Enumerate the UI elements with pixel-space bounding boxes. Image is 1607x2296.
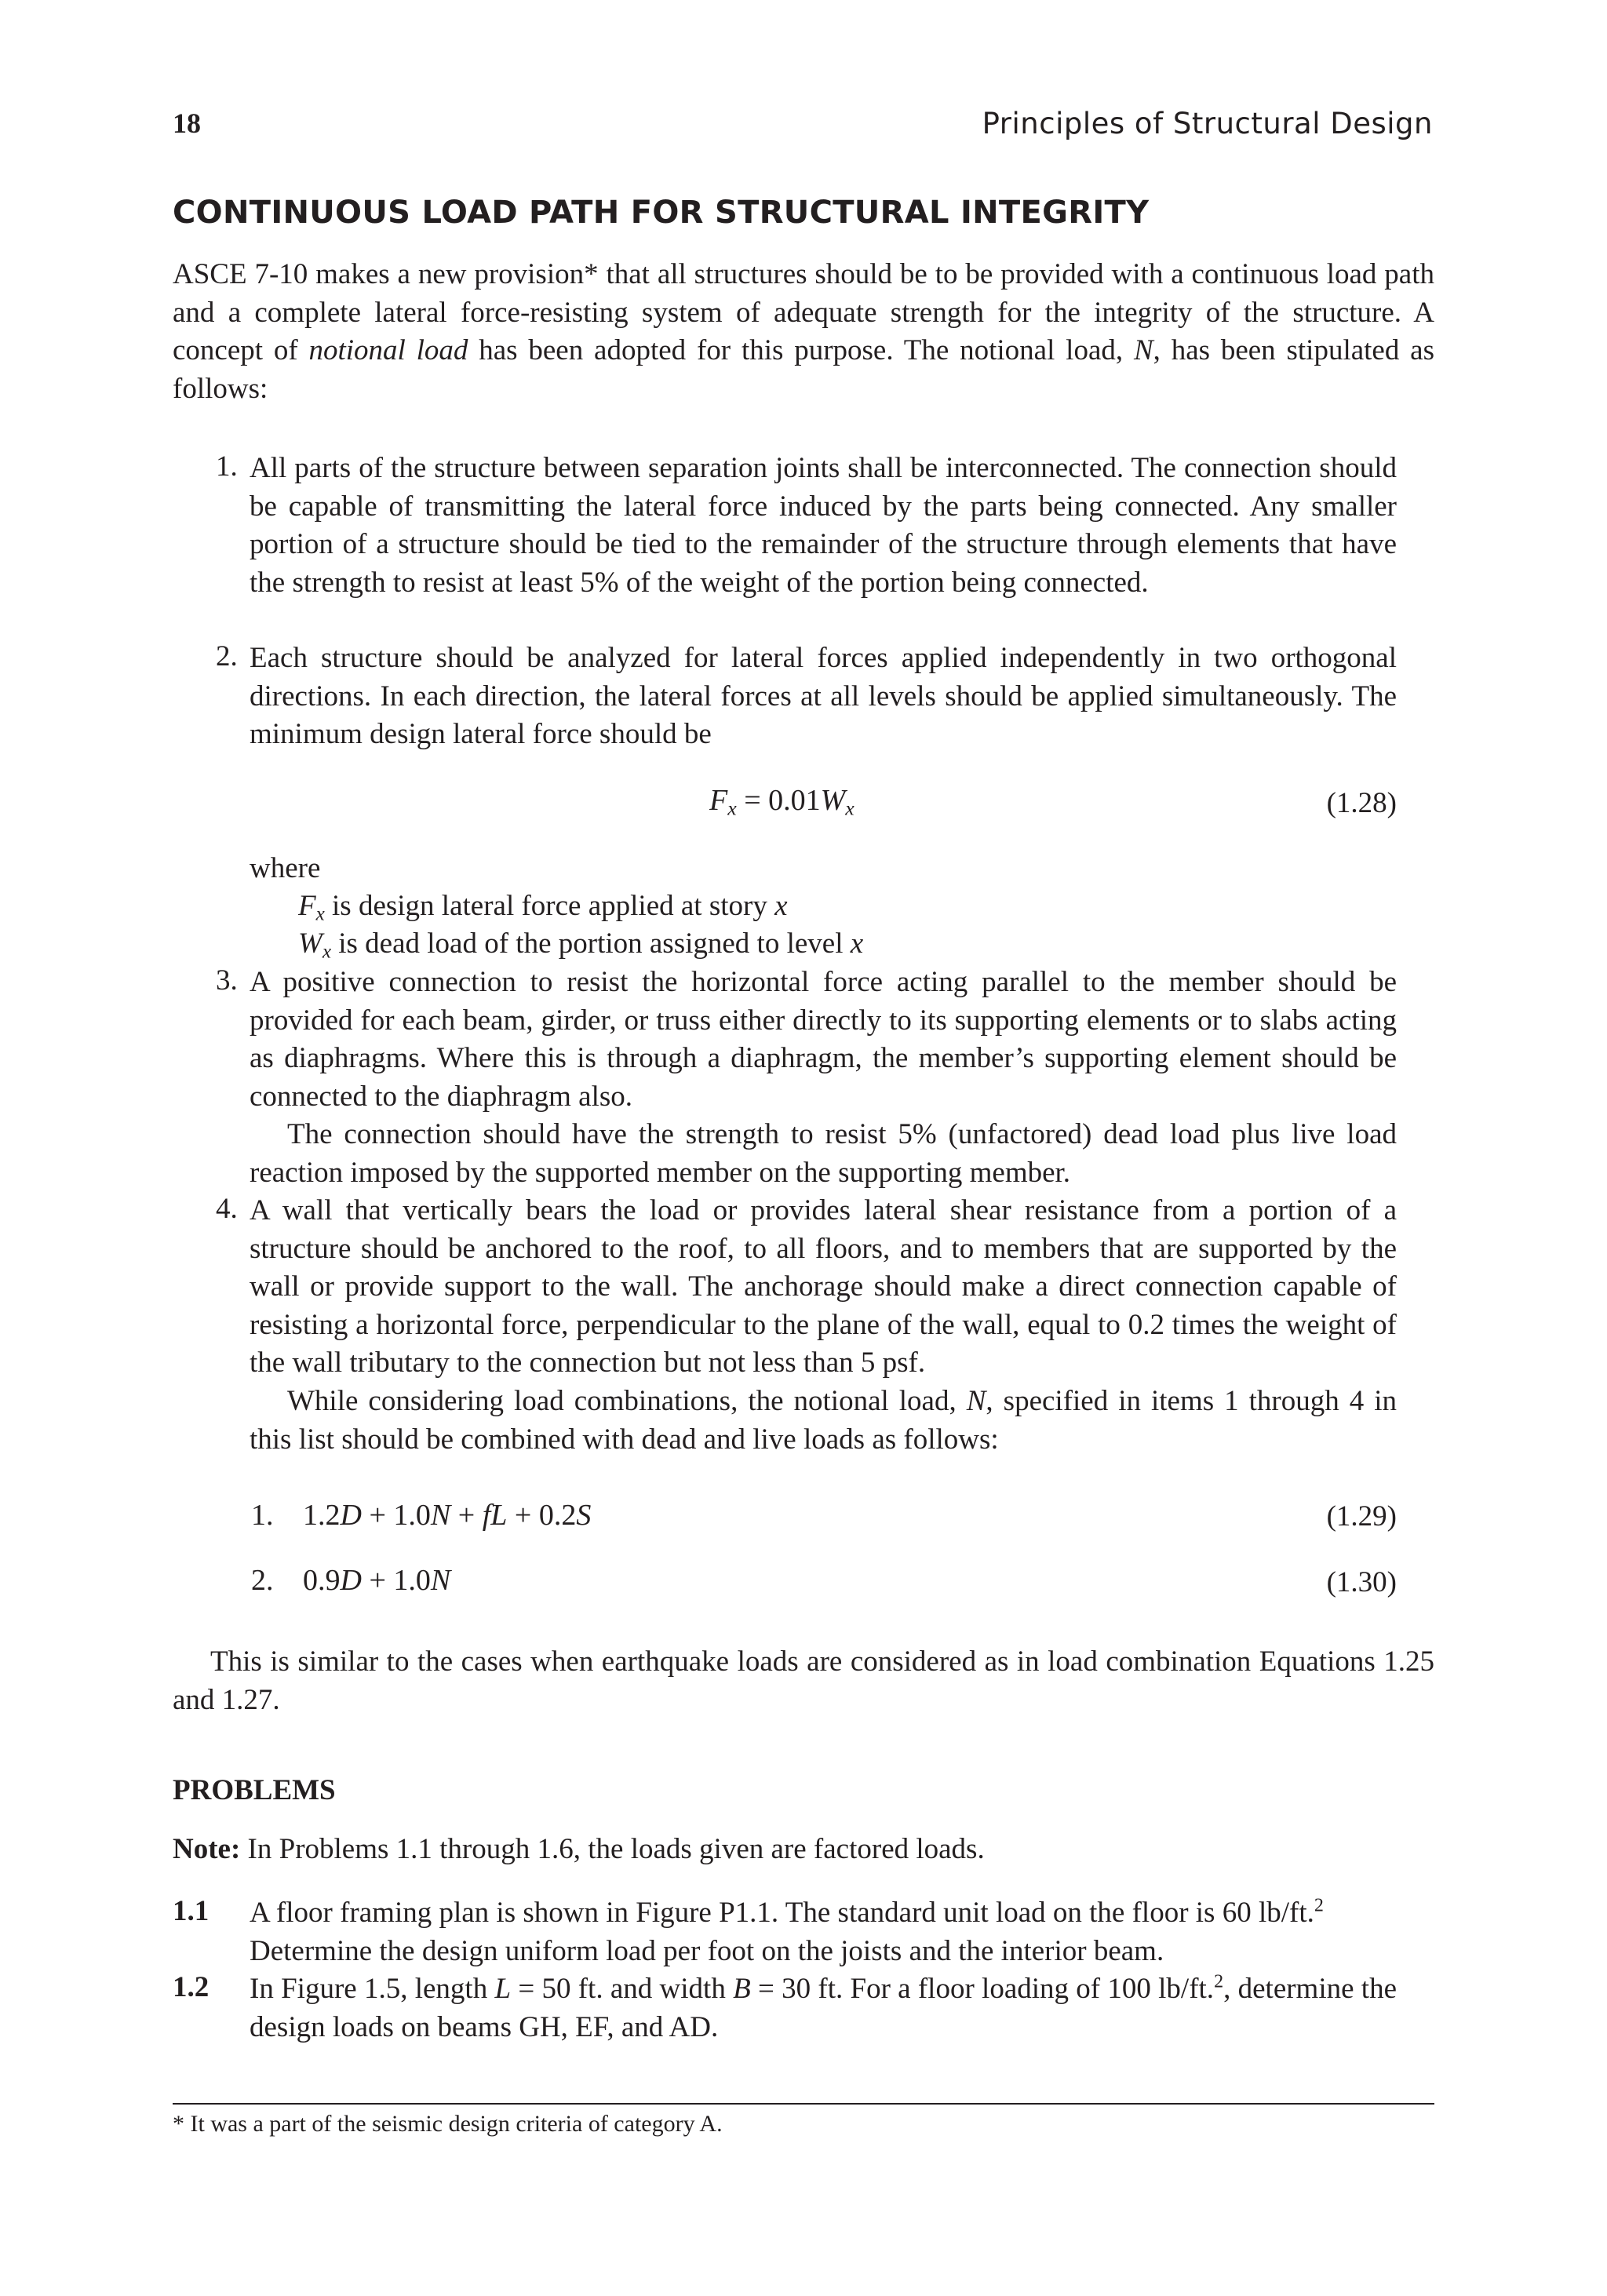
def-symbol: F (298, 890, 316, 922)
combination-number-2: 2. (251, 1564, 274, 1597)
problem-1-1 (250, 1894, 1397, 1970)
eq-subscript: x (845, 796, 855, 820)
term: 1.2 (303, 1499, 341, 1532)
superscript: 2 (1314, 1895, 1324, 1916)
term: 0.9 (303, 1564, 341, 1597)
eq-symbol-w: W (820, 784, 846, 817)
problem-text: = 30 ft. For a floor loading of 100 lb/ft. (750, 1973, 1215, 2005)
problem-text: , determine the design loads on beams GH, EF, and AD. (250, 1973, 1397, 2043)
footnote: * It was a part of the seismic design criteria of category A. (173, 2111, 723, 2137)
def-variable: x (850, 928, 864, 960)
intro-text-1: ASCE 7-10 makes a new provision* that all structures should be to be provided with a continuous load path and a complete lateral force-resisting system of adequate strength for the integrity of the structure. A concept of (173, 258, 1434, 366)
continuation-text: , specified in items 1 through 4 in this list should be combined with dead and live loads as follows: (250, 1385, 1397, 1456)
where-definition-wx (298, 925, 863, 964)
continuation-text: While considering load combinations, the notional load, (287, 1385, 967, 1417)
problem-symbol: L (494, 1973, 512, 2005)
list-number-3: 3. (216, 964, 238, 997)
closing-paragraph: This is similar to the cases when earthquake loads are considered as in load combination Equations 1.25 and 1.27. (173, 1645, 1434, 1716)
term: + 0.2 (507, 1499, 577, 1532)
intro-text-2: has been adopted for this purpose. The notional load, (468, 334, 1134, 366)
def-text: is design lateral force applied at story (324, 890, 775, 922)
term: S (576, 1499, 592, 1532)
problems-note (173, 1831, 1434, 1869)
list-item-4: A wall that vertically bears the load or provides lateral shear resistance from a portion of a structure should be anchored to the roof, to all floors, and to members that are supported by the wall or provide support to the wall. The anchorage should make a direct connection capable of resisting a horizontal force, perpendicular to the plane of the wall, equal to 0.2 times the weight of the wall tributary to the connection but not less than 5 psf. (250, 1194, 1397, 1379)
list-item-3: A positive connection to resist the horizontal force acting parallel to the member should be provided for each beam, girder, or truss either directly to its supporting elements or to slabs acting as diaphragms. Where this is through a diaphragm, the member’s supporting element should be connected to the diaphragm also. (250, 966, 1397, 1113)
combination-1-30 (303, 1563, 450, 1598)
list-item-4-continuation (250, 1383, 1397, 1459)
term: N (430, 1564, 451, 1597)
term: fL (482, 1499, 508, 1532)
note-text: In Problems 1.1 through 1.6, the loads given are factored loads. (240, 1833, 985, 1865)
problem-text: Determine the design uniform load per foot on the joists and the interior beam. (250, 1934, 1164, 1967)
def-variable: x (774, 890, 788, 922)
where-definition-fx (298, 887, 788, 926)
def-text: is dead load of the portion assigned to level (331, 928, 851, 960)
eq-middle: = 0.01 (736, 784, 821, 817)
problem-text: A floor framing plan is shown in Figure P1.1. The standard unit load on the floor is 60 lb/ft. (250, 1897, 1314, 1929)
term: D (340, 1499, 362, 1532)
def-symbol: W (298, 928, 322, 960)
combination-number-1: 1. (251, 1499, 274, 1532)
combination-1-29 (303, 1498, 591, 1532)
page-number: 18 (173, 108, 201, 139)
list-item-1: All parts of the structure between separation joints shall be interconnected. The connection should be capable of transmitting the lateral force induced by the parts being connected. Any smaller portion of a structure should be tied to the remainder of the structure through elements that have the strength to resist at least 5% of the weight of the portion being connected. (250, 452, 1397, 599)
intro-paragraph (173, 256, 1434, 408)
footnote-rule (173, 2103, 1434, 2105)
eq-subscript: x (727, 796, 737, 820)
section-heading: CONTINUOUS LOAD PATH FOR STRUCTURAL INTEGRITY (173, 195, 1150, 231)
list-number-1: 1. (216, 450, 238, 483)
list-number-4: 4. (216, 1193, 238, 1225)
problem-symbol: B (733, 1973, 751, 2005)
eq-symbol-f: F (709, 784, 728, 817)
continuation-symbol-n: N (966, 1385, 986, 1417)
term: + 1.0 (361, 1564, 431, 1597)
equation-number-1-30: (1.30) (1326, 1566, 1397, 1598)
list-item-3-continuation: The connection should have the strength to resist 5% (unfactored) dead load plus live load reaction imposed by the supported member on the supporting member. (250, 1118, 1397, 1189)
equation-number-1-29: (1.29) (1326, 1500, 1397, 1532)
problem-number-1-1: 1.1 (173, 1895, 210, 1927)
intro-italic-term: notional load (308, 334, 468, 366)
list-number-2: 2. (216, 640, 238, 672)
problem-text: In Figure 1.5, length (250, 1973, 495, 2005)
term: + (450, 1499, 483, 1532)
running-title: Principles of Structural Design (982, 107, 1433, 140)
note-label: Note: (173, 1833, 241, 1865)
list-item-2: Each structure should be analyzed for lateral forces applied independently in two orthogonal directions. In each direction, the lateral forces at all levels should be applied simultaneously. The minimum design lateral force should be (250, 642, 1397, 750)
def-subscript: x (322, 941, 331, 963)
problem-text: = 50 ft. and width (511, 1973, 734, 2005)
term: D (340, 1564, 362, 1597)
intro-text-3: , has been stipulated as follows: (173, 334, 1434, 405)
superscript: 2 (1214, 1971, 1224, 1992)
def-subscript: x (315, 903, 325, 925)
equation-number-1-28: (1.28) (1326, 787, 1397, 819)
term: + 1.0 (361, 1499, 431, 1532)
problems-heading: PROBLEMS (173, 1774, 336, 1806)
equation-1-28 (709, 783, 855, 818)
intro-symbol-n: N (1133, 334, 1153, 366)
where-label: where (250, 852, 321, 884)
problem-1-2 (250, 1970, 1397, 2046)
problem-number-1-2: 1.2 (173, 1971, 210, 2003)
term: N (430, 1499, 451, 1532)
